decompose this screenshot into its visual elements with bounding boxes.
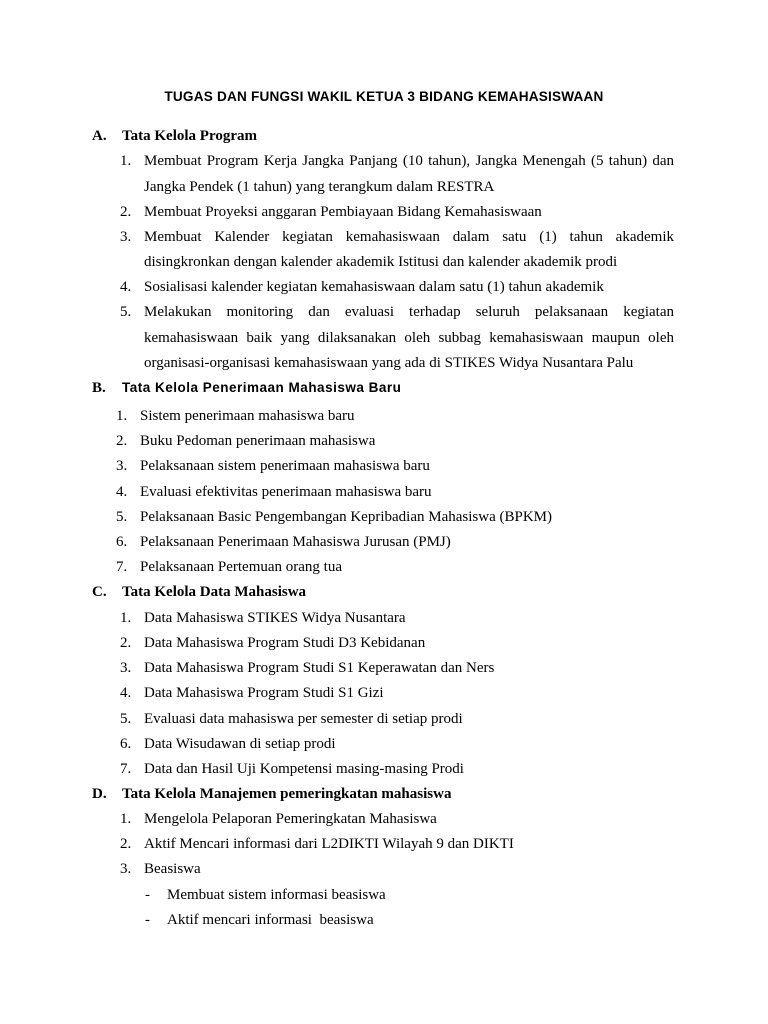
item-text: disingkronkan dengan kalender akademik Istitusi dan kalender akademik prodi bbox=[144, 254, 618, 270]
item-number: 3. bbox=[120, 861, 132, 877]
item-text: Membuat Kalender kegiatan kemahasiswaan dalam satu (1) tahun akademik bbox=[144, 229, 674, 245]
item-text: Evaluasi data mahasiswa per semester di setiap prodi bbox=[144, 711, 463, 727]
section-title: Tata Kelola Penerimaan Mahasiswa Baru bbox=[122, 380, 402, 395]
item-number: 2. bbox=[120, 635, 132, 651]
item-number: 1. bbox=[120, 153, 132, 169]
item-number: 2. bbox=[116, 433, 128, 449]
item-number: 4. bbox=[116, 484, 128, 500]
item-text: Buku Pedoman penerimaan mahasiswa bbox=[140, 433, 376, 449]
item-number: 5. bbox=[120, 711, 132, 727]
item-text: Sistem penerimaan mahasiswa baru bbox=[140, 408, 355, 424]
section-letter: B. bbox=[92, 380, 106, 396]
item-text: Pelaksanaan Penerimaan Mahasiswa Jurusan (PMJ) bbox=[140, 534, 451, 550]
item-text: Jangka Pendek (1 tahun) yang terangkum dalam RESTRA bbox=[144, 179, 495, 195]
section-letter: C. bbox=[92, 584, 107, 600]
item-text: Data Wisudawan di setiap prodi bbox=[144, 736, 336, 752]
item-text: Sosialisasi kalender kegiatan kemahasiswaan dalam satu (1) tahun akademik bbox=[144, 279, 604, 295]
item-text: Membuat Program Kerja Jangka Panjang (10 tahun), Jangka Menengah (5 tahun) dan bbox=[144, 153, 674, 169]
item-text: Data Mahasiswa Program Studi S1 Gizi bbox=[144, 685, 384, 701]
item-text: Aktif mencari informasi beasiswa bbox=[167, 912, 374, 928]
item-text: Pelaksanaan Basic Pengembangan Kepribadian Mahasiswa (BPKM) bbox=[140, 509, 552, 525]
item-number: 3. bbox=[116, 458, 128, 474]
item-number: 2. bbox=[120, 204, 132, 220]
item-number: 7. bbox=[116, 559, 128, 575]
item-text: Pelaksanaan Pertemuan orang tua bbox=[140, 559, 343, 575]
item-text: kemahasiswaan baik yang dilaksanakan oleh subbag kemahasiswaan maupun oleh bbox=[144, 330, 674, 346]
item-number: 4. bbox=[120, 279, 132, 295]
item-text: Beasiswa bbox=[144, 861, 201, 877]
item-text: Mengelola Pelaporan Pemeringkatan Mahasiswa bbox=[144, 811, 437, 827]
item-number: 4. bbox=[120, 685, 132, 701]
section-title: Tata Kelola Manajemen pemeringkatan mahasiswa bbox=[122, 786, 452, 802]
page-title: TUGAS DAN FUNGSI WAKIL KETUA 3 BIDANG KEMAHASISWAAN bbox=[164, 89, 604, 104]
item-text: Membuat sistem informasi beasiswa bbox=[167, 887, 386, 903]
section-d-heading bbox=[92, 784, 451, 804]
section-letter: D. bbox=[92, 786, 107, 802]
section-letter: A. bbox=[92, 128, 107, 144]
item-text: organisasi-organisasi kemahasiswaan yang ada di STIKES Widya Nusantara Palu bbox=[144, 355, 634, 371]
item-text: Evaluasi efektivitas penerimaan mahasiswa baru bbox=[140, 484, 432, 500]
section-title: Tata Kelola Data Mahasiswa bbox=[122, 584, 307, 600]
item-number: 7. bbox=[120, 761, 132, 777]
section-c-heading bbox=[92, 582, 306, 602]
item-text: Melakukan monitoring dan evaluasi terhadap seluruh pelaksanaan kegiatan bbox=[144, 304, 674, 320]
section-a-heading bbox=[92, 126, 257, 146]
item-number: 6. bbox=[116, 534, 128, 550]
item-number: 1. bbox=[116, 408, 128, 424]
section-title: Tata Kelola Program bbox=[122, 128, 257, 144]
dash-bullet: - bbox=[145, 887, 150, 903]
item-text: Data Mahasiswa Program Studi S1 Keperawatan dan Ners bbox=[144, 660, 495, 676]
item-text: Membuat Proyeksi anggaran Pembiayaan Bidang Kemahasiswaan bbox=[144, 204, 542, 220]
item-number: 1. bbox=[120, 610, 132, 626]
item-number: 1. bbox=[120, 811, 132, 827]
dash-bullet: - bbox=[145, 912, 150, 928]
item-number: 5. bbox=[120, 304, 132, 320]
item-text: Aktif Mencari informasi dari L2DIKTI Wilayah 9 dan DIKTI bbox=[144, 836, 514, 852]
item-number: 3. bbox=[120, 660, 132, 676]
item-number: 2. bbox=[120, 836, 132, 852]
item-number: 5. bbox=[116, 509, 128, 525]
section-b-heading bbox=[92, 378, 401, 398]
item-text: Pelaksanaan sistem penerimaan mahasiswa baru bbox=[140, 458, 430, 474]
item-text: Data Mahasiswa Program Studi D3 Kebidanan bbox=[144, 635, 426, 651]
item-number: 6. bbox=[120, 736, 132, 752]
item-text: Data dan Hasil Uji Kompetensi masing-masing Prodi bbox=[144, 761, 464, 777]
item-text: Data Mahasiswa STIKES Widya Nusantara bbox=[144, 610, 406, 626]
item-number: 3. bbox=[120, 229, 132, 245]
